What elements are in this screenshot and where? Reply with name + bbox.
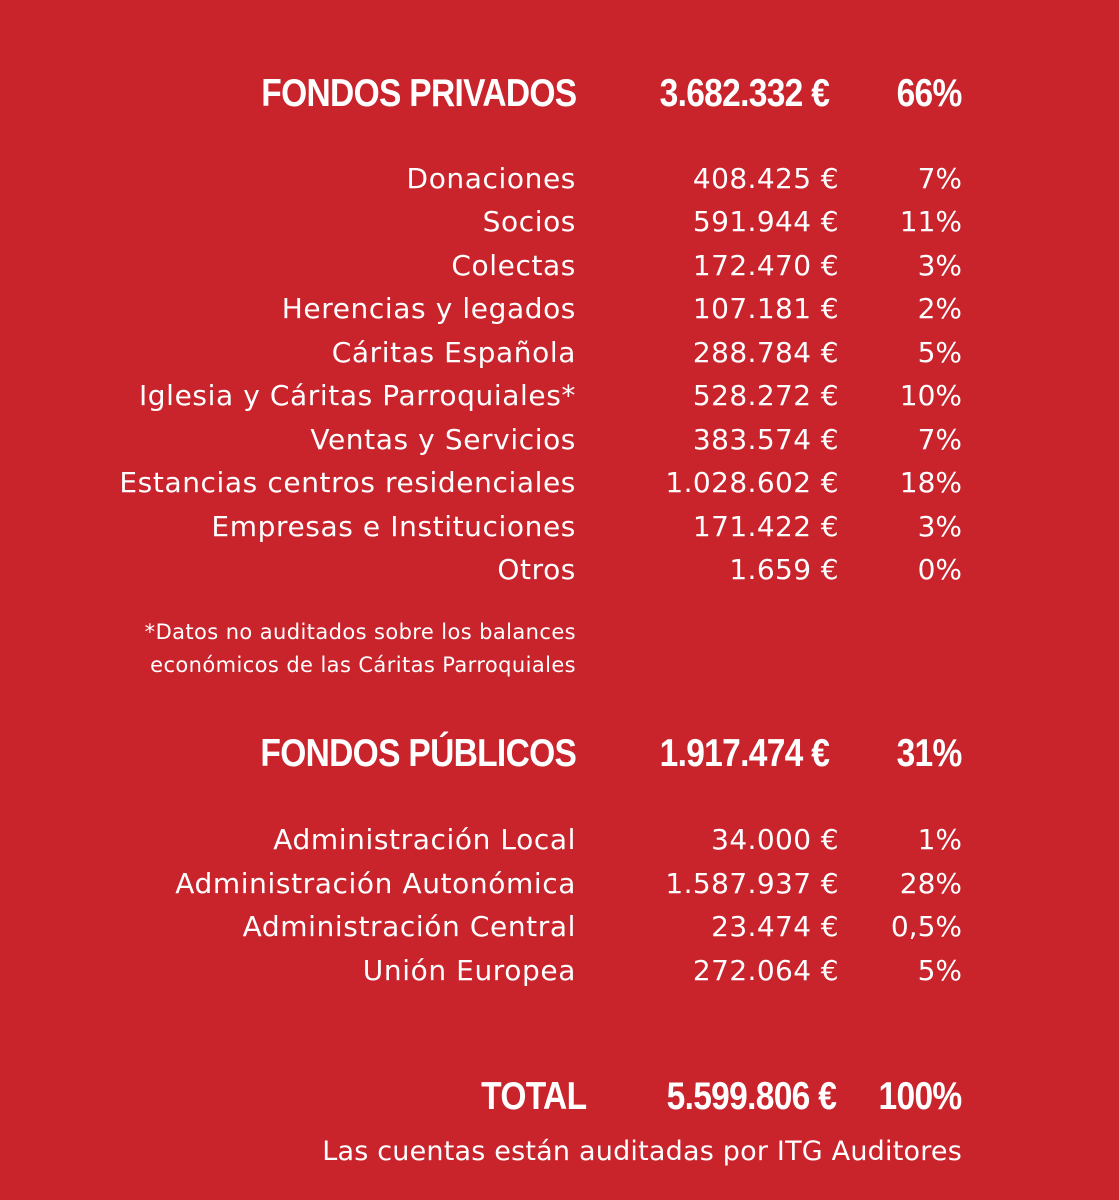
private-item-row (0, 510, 1119, 554)
item-percent: 11% (899, 205, 962, 238)
private-funds-header (0, 72, 1119, 128)
item-percent: 1% (917, 823, 962, 856)
item-amount: 528.272 € (692, 379, 839, 412)
item-amount: 591.944 € (692, 205, 839, 238)
item-percent: 28% (899, 867, 962, 900)
item-amount: 383.574 € (692, 423, 839, 456)
item-percent: 5% (917, 954, 962, 987)
private-funds-amount: 3.682.332 € (659, 72, 829, 115)
auditor-note: Las cuentas están auditadas por ITG Auditores (322, 1136, 962, 1167)
item-label: Socios (482, 205, 576, 238)
public-funds-percent: 31% (896, 732, 962, 775)
item-label: Herencias y legados (281, 292, 576, 325)
item-label: Administración Autonómica (175, 867, 576, 900)
public-item-row (0, 823, 1119, 867)
footnote-line: económicos de las Cáritas Parroquiales (150, 653, 576, 677)
private-item-row (0, 292, 1119, 336)
item-label: Ventas y Servicios (310, 423, 576, 456)
private-item-row (0, 553, 1119, 597)
total-row (0, 1075, 1119, 1131)
item-amount: 1.587.937 € (665, 867, 839, 900)
total-percent: 100% (878, 1075, 962, 1118)
public-item-row (0, 954, 1119, 998)
item-percent: 18% (899, 466, 962, 499)
item-amount: 272.064 € (692, 954, 839, 987)
item-percent: 2% (917, 292, 962, 325)
item-label: Colectas (451, 249, 576, 282)
item-percent: 10% (899, 379, 962, 412)
item-percent: 5% (917, 336, 962, 369)
item-amount: 408.425 € (692, 162, 839, 195)
item-percent: 7% (917, 423, 962, 456)
private-item-row (0, 205, 1119, 249)
private-funds-percent: 66% (896, 72, 962, 115)
item-percent: 7% (917, 162, 962, 195)
public-item-row (0, 867, 1119, 911)
item-label: Estancias centros residenciales (119, 466, 576, 499)
private-item-row (0, 423, 1119, 467)
item-percent: 0% (917, 553, 962, 586)
item-amount: 23.474 € (711, 910, 839, 943)
item-percent: 3% (917, 249, 962, 282)
item-amount: 34.000 € (711, 823, 839, 856)
item-percent: 3% (917, 510, 962, 543)
private-item-row (0, 162, 1119, 206)
item-label: Otros (497, 553, 576, 586)
private-item-row (0, 466, 1119, 510)
private-item-row (0, 379, 1119, 423)
item-label: Unión Europea (362, 954, 576, 987)
item-amount: 171.422 € (692, 510, 839, 543)
private-item-row (0, 249, 1119, 293)
total-amount: 5.599.806 € (666, 1075, 836, 1118)
item-percent: 0,5% (890, 910, 962, 943)
total-label: TOTAL (480, 1075, 586, 1118)
item-label: Donaciones (406, 162, 576, 195)
private-funds-label: FONDOS PRIVADOS (260, 72, 576, 115)
item-amount: 1.659 € (729, 553, 839, 586)
item-label: Administración Central (242, 910, 576, 943)
item-amount: 1.028.602 € (665, 466, 839, 499)
item-amount: 172.470 € (692, 249, 839, 282)
public-funds-amount: 1.917.474 € (659, 732, 829, 775)
footnote-line: *Datos no auditados sobre los balances (144, 620, 576, 644)
public-funds-label: FONDOS PÚBLICOS (260, 732, 576, 775)
item-label: Administración Local (273, 823, 576, 856)
item-amount: 107.181 € (692, 292, 839, 325)
item-amount: 288.784 € (692, 336, 839, 369)
public-item-row (0, 910, 1119, 954)
item-label: Cáritas Española (331, 336, 576, 369)
public-funds-header (0, 732, 1119, 788)
private-item-row (0, 336, 1119, 380)
unaudited-footnote (145, 616, 576, 682)
item-label: Iglesia y Cáritas Parroquiales* (138, 379, 576, 412)
item-label: Empresas e Instituciones (211, 510, 576, 543)
